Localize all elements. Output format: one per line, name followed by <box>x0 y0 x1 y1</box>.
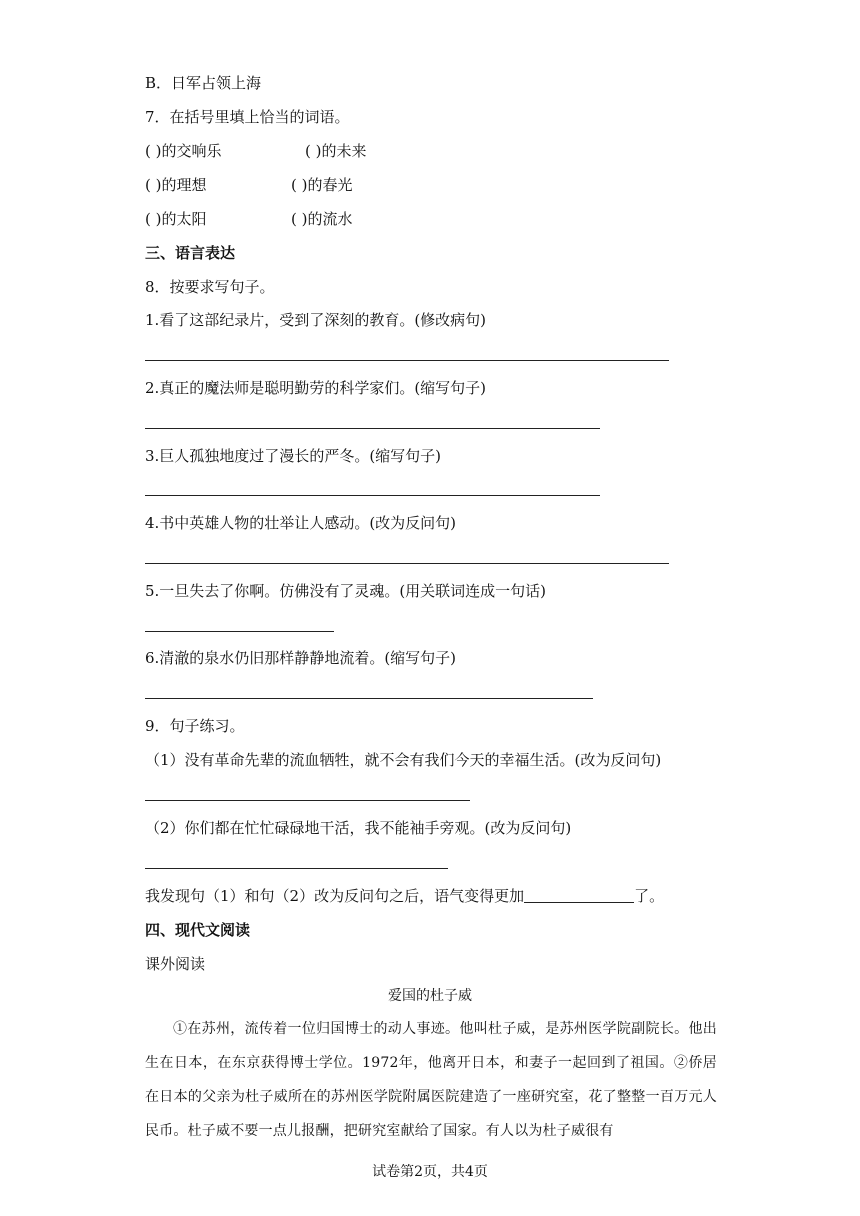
q8-item-2: 2.真正的魔法师是聪明勤劳的科学家们。(缩写句子) <box>145 379 487 397</box>
q9-item-1: （1）没有革命先辈的流血牺牲，就不会有我们今天的幸福生活。(改为反问句) <box>145 751 662 769</box>
q7-row-1-right: ( )的未来 <box>305 142 367 160</box>
q7-row-2-right: ( )的春光 <box>291 176 353 194</box>
q9-summary <box>145 886 664 906</box>
reading-label: 课外阅读 <box>145 955 206 973</box>
q9-item-2: （2）你们都在忙忙碌碌地干活，我不能袖手旁观。(改为反问句) <box>145 819 572 837</box>
q8-item-1: 1.看了这部纪录片，受到了深刻的教育。(修改病句) <box>145 311 487 329</box>
q7-row-2-left: ( )的理想 <box>145 176 207 194</box>
q8-item-4: 4.书中英雄人物的壮举让人感动。(改为反问句) <box>145 514 457 532</box>
answer-line <box>145 698 593 699</box>
q7-row-3-left: ( )的太阳 <box>145 210 207 228</box>
q7-row-1-left: ( )的交响乐 <box>145 142 222 160</box>
section-4-heading: 四、现代文阅读 <box>145 921 251 939</box>
article-paragraph: ①在苏州，流传着一位归国博士的动人事迹。他叫杜子威，是苏州医学院副院长。他出生在日本，在东京获得博士学位。1972年，他离开日本，和妻子一起回到了祖国。②侨居在日本的父亲为杜子威所在的苏州医学院附属医院建造了一座研究室，花了整整一百万元人民币。杜子威不要一点儿报酬，把研究室献给了国家。有人以为杜子威很有 <box>145 1021 717 1139</box>
q8-item-6: 6.清澈的泉水仍旧那样静静地流着。(缩写句子) <box>145 649 457 667</box>
question-7: 7．在括号里填上恰当的词语。 <box>145 108 350 126</box>
answer-line <box>145 800 470 801</box>
answer-line <box>145 563 669 564</box>
answer-line <box>145 868 448 869</box>
q9-summary-after: 了。 <box>634 887 665 905</box>
q7-row-3-right: ( )的流水 <box>291 210 353 228</box>
answer-line <box>145 360 669 361</box>
answer-line <box>145 428 600 429</box>
answer-line <box>145 631 334 632</box>
fill-blank <box>524 888 634 903</box>
q8-item-5: 5.一旦失去了你啊。仿佛没有了灵魂。(用关联词连成一句话) <box>145 582 547 600</box>
q9-summary-before: 我发现句（1）和句（2）改为反问句之后，语气变得更加 <box>145 887 525 905</box>
answer-line <box>145 495 600 496</box>
page-footer: 试卷第2页，共4页 <box>372 1164 488 1180</box>
option-b: B．日军占领上海 <box>145 74 262 92</box>
q8-item-3: 3.巨人孤独地度过了漫长的严冬。(缩写句子) <box>145 447 442 465</box>
article-title: 爱国的杜子威 <box>388 988 472 1004</box>
question-9: 9．句子练习。 <box>145 717 245 735</box>
question-8: 8．按要求写句子。 <box>145 278 275 296</box>
section-3-heading: 三、语言表达 <box>145 244 236 262</box>
